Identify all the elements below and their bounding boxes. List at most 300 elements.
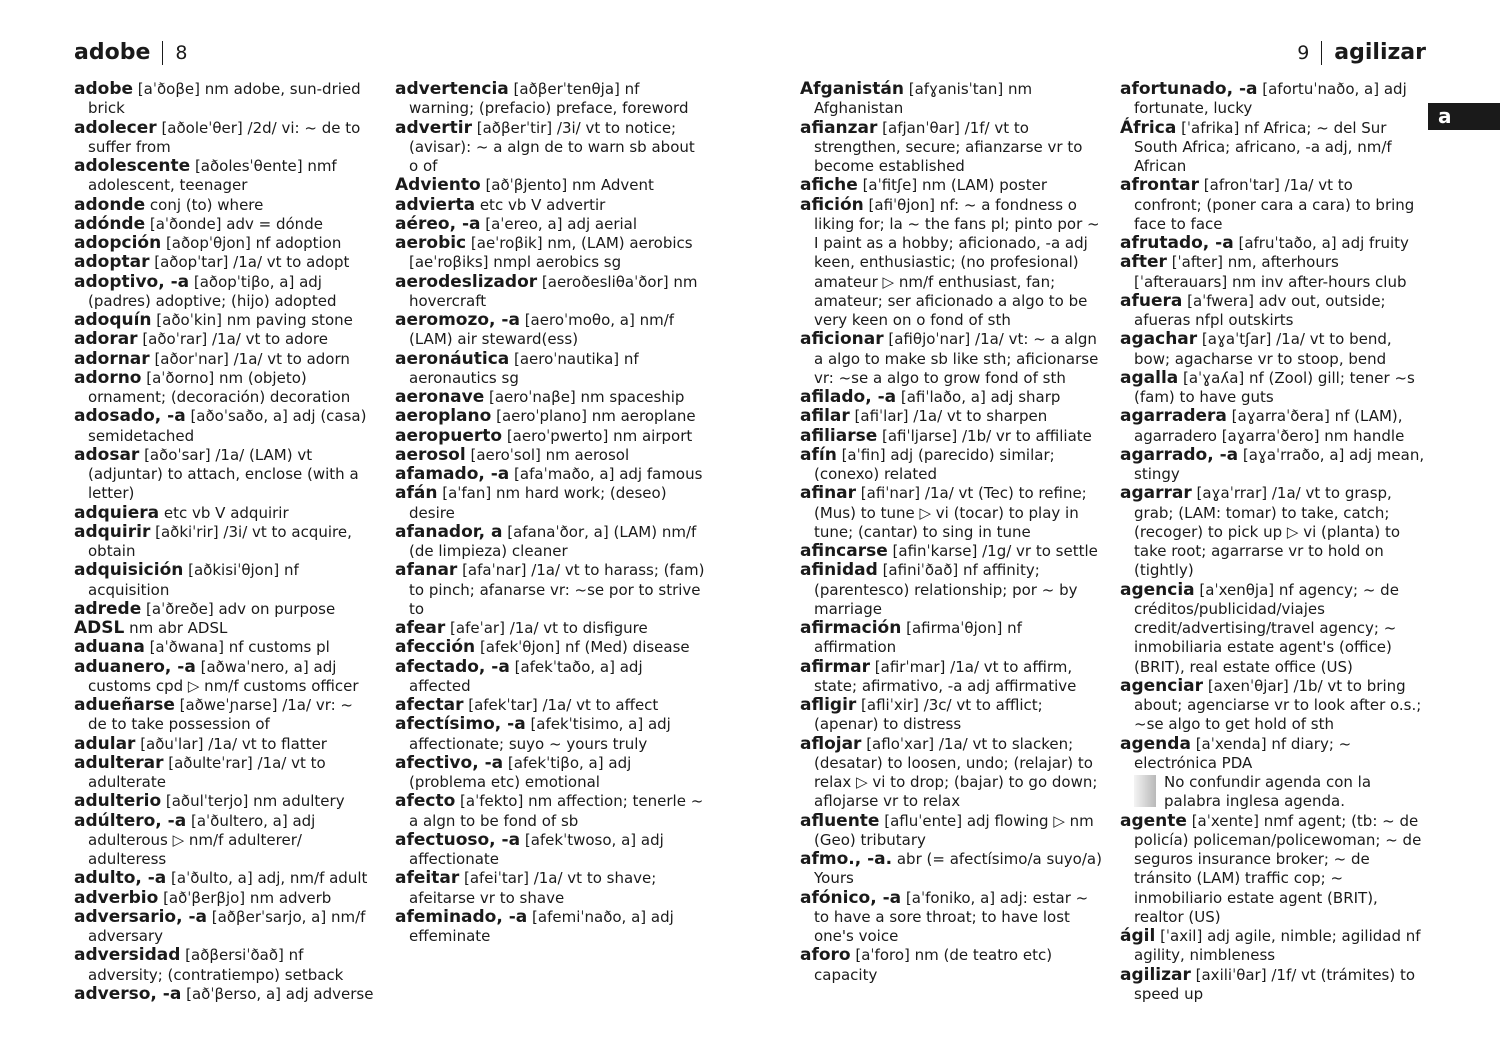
dictionary-entry — [74, 658, 374, 697]
entry-headword: adulto, -a — [74, 868, 167, 889]
entry-definition: [afiθjoˈnar] /1a/ vt: ~ a algn a algo to make sb like sth; aficionarse vr: ~se a algo to grow fond of sth — [814, 330, 1099, 387]
entry-definition: [aðkiˈrir] /3i/ vt to acquire, obtain — [88, 522, 352, 560]
usage-note-text: No confundir agenda con la palabra inglesa agenda. — [1164, 773, 1372, 811]
entry-headword: adónde — [74, 213, 146, 234]
dictionary-entry — [395, 465, 705, 484]
entry-definition: [aðkisiˈθjon] nf acquisition — [88, 561, 299, 599]
entry-definition: [afjanˈθar] /1f/ vt to strengthen, secure; afianzarse vr to become established — [814, 118, 1083, 175]
dictionary-entry — [800, 176, 1105, 195]
entry-headword: adversario, -a — [74, 906, 208, 927]
entry-definition: [aˈðreðe] adv on purpose — [141, 599, 336, 618]
entry-definition: abr (= afectísimo/a suyo/a) Yours — [814, 850, 1102, 888]
entry-headword: aforo — [800, 945, 851, 966]
entry-definition: [aˈfitʃe] nm (LAM) poster — [857, 176, 1048, 195]
entry-definition: [aˈðonde] adv = dónde — [145, 214, 323, 233]
dictionary-entry — [74, 869, 374, 888]
entry-headword: agarrar — [1120, 483, 1192, 504]
entry-definition: [aˈforo] nm (de teatro etc) capacity — [814, 946, 1053, 984]
dictionary-entry — [395, 215, 705, 234]
entry-definition: [afanaˈðor, a] (LAM) nm/f (de limpieza) cleaner — [409, 522, 697, 560]
thumb-index-tab: a — [1428, 103, 1500, 130]
entry-definition: [afaˈnar] /1a/ vt to harass; (fam) to pinch; afanarse vr: ~se por to strive to — [409, 561, 705, 618]
dictionary-entry — [74, 119, 374, 158]
dictionary-entry — [395, 80, 705, 119]
entry-definition: [afluˈente] adj flowing ▷ nm (Geo) tributary — [814, 811, 1094, 849]
dictionary-entry — [395, 638, 705, 657]
entry-definition: [ˈafter] nm, afterhours [ˈafterauars] nm inv after-hours club — [1134, 253, 1407, 291]
entry-definition: [afɣanisˈtan] nm Afghanistan — [814, 80, 1033, 118]
entry-headword: afectísimo, -a — [395, 714, 526, 735]
entry-headword: afear — [395, 618, 446, 638]
dictionary-entry — [800, 561, 1105, 619]
entry-headword: adulterar — [74, 752, 164, 773]
entry-headword: adosado, -a — [74, 406, 186, 427]
dictionary-entry — [74, 638, 374, 657]
entry-headword: afección — [395, 637, 476, 658]
entry-headword: advierta — [395, 194, 476, 215]
dictionary-entry — [800, 80, 1105, 119]
dictionary-entry — [74, 196, 374, 215]
entry-headword: agachar — [1120, 329, 1198, 350]
entry-headword: adopción — [74, 233, 162, 253]
entry-headword: afectivo, -a — [395, 752, 504, 773]
entry-headword: aeropuerto — [395, 425, 503, 446]
entry-headword: adolecer — [74, 117, 157, 138]
dictionary-entry — [1120, 677, 1425, 735]
entry-definition: etc vb V adquirir — [159, 503, 289, 522]
entry-definition: [aˈfan] nm hard work; (deseo) desire — [409, 484, 667, 522]
dictionary-entry — [74, 80, 374, 119]
entry-definition: [aeˈroβik] nm, (LAM) aerobics [aeˈroβiks] nmpl aerobics sg — [409, 234, 693, 272]
entry-headword: afanar — [395, 560, 458, 581]
dictionary-entry — [800, 330, 1105, 388]
dictionary-entry — [1120, 330, 1425, 369]
dictionary-entry — [800, 812, 1105, 851]
dictionary-entry — [395, 658, 705, 697]
entry-headword: adúltero, -a — [74, 810, 187, 831]
entry-definition: [afekˈtwoso, a] adj affectionate — [409, 830, 664, 868]
entry-definition: [aeroˈnaβe] nm spaceship — [484, 388, 685, 406]
dictionary-entry — [395, 696, 705, 715]
entry-headword: aerosol — [395, 444, 466, 465]
dictionary-entry — [74, 504, 374, 523]
entry-headword: advertir — [395, 117, 472, 138]
entry-headword: adrede — [74, 598, 142, 619]
entry-headword: adosar — [74, 444, 140, 465]
dictionary-entry — [800, 446, 1105, 485]
page-number-left: 8 — [175, 41, 188, 64]
entry-headword: Adviento — [395, 175, 481, 196]
dictionary-entry — [1120, 927, 1425, 966]
entry-definition: [aðwaˈnero, a] adj customs cpd ▷ nm/f customs officer — [88, 657, 359, 695]
entry-definition: [aðweˈɲarse] /1a/ vr: ~ de to take possession of — [88, 696, 353, 734]
dictionary-entry — [395, 523, 705, 562]
dictionary-entry — [1120, 292, 1425, 331]
entry-definition: conj (to) where — [145, 195, 264, 214]
entry-headword: afanador, a — [395, 521, 503, 542]
entry-headword: adquiera — [74, 502, 160, 523]
dictionary-entry — [395, 234, 705, 273]
dictionary-entry — [74, 696, 374, 735]
column-3 — [800, 80, 1105, 985]
entry-headword: adquirir — [74, 521, 151, 542]
entry-headword: afeitar — [395, 868, 460, 889]
running-head-left — [74, 40, 187, 65]
entry-headword: afrontar — [1120, 175, 1200, 196]
entry-headword: afianzar — [800, 117, 878, 138]
entry-headword: afligir — [800, 695, 857, 715]
entry-headword: agalla — [1120, 367, 1179, 388]
entry-headword: afiche — [800, 175, 858, 196]
entry-definition: [aðβersiˈðað] nf adversity; (contratiempo) setback — [88, 946, 344, 984]
entry-definition: [ˈaxil] adj agile, nimble; agilidad nf agility, nimbleness — [1134, 927, 1421, 965]
entry-headword: adular — [74, 733, 136, 754]
entry-definition: [aˈðoβe] nm adobe, sun-dried brick — [88, 80, 361, 118]
entry-headword: África — [1120, 117, 1177, 138]
entry-definition: [aˈereo, a] adj aerial — [480, 214, 638, 233]
entry-definition: [afaˈmaðo, a] adj famous — [509, 465, 703, 483]
dictionary-entry — [74, 600, 374, 619]
column-1 — [74, 80, 374, 1004]
dictionary-entry — [395, 831, 705, 870]
entry-definition: [axenˈθjar] /1b/ vt to bring about; agenciarse vr to look after o.s.; ~se algo to get hold of sth — [1134, 676, 1422, 734]
entry-headword: aduanero, -a — [74, 656, 196, 677]
entry-definition: [aðopˈtiβo, a] adj (padres) adoptive; (hijo) adopted — [88, 272, 337, 310]
entry-definition: [aeroˈmoθo, a] nm/f (LAM) air steward(ess) — [409, 311, 675, 349]
entry-definition: [afliˈxir] /3c/ vt to afflict; (apenar) to distress — [814, 696, 1043, 734]
dictionary-entry — [395, 119, 705, 177]
dictionary-entry — [395, 273, 705, 312]
dictionary-entry — [800, 696, 1105, 735]
entry-headword: afinar — [800, 483, 857, 504]
entry-headword: adquisición — [74, 560, 184, 581]
dictionary-entry — [395, 196, 705, 215]
entry-headword: adornar — [74, 348, 150, 369]
entry-definition: [aeroˈplano] nm aeroplane — [491, 407, 696, 426]
dictionary-entry — [1120, 966, 1425, 1005]
entry-definition: [afeiˈtar] /1a/ vt to shave; afeitarse vr to shave — [409, 869, 657, 907]
entry-headword: aflojar — [800, 733, 862, 754]
dictionary-entry — [1120, 581, 1425, 677]
dictionary-entry — [1120, 407, 1425, 446]
entry-headword: afirmar — [800, 656, 871, 677]
entry-headword: agenda — [1120, 733, 1191, 754]
dictionary-entry — [395, 388, 705, 407]
dictionary-entry — [800, 735, 1105, 812]
entry-headword: adoquín — [74, 310, 152, 330]
entry-definition: [afiˈlaðo, a] adj sharp — [896, 388, 1061, 406]
entry-definition: [aˈɣaʎa] nf (Zool) gill; tener ~s (fam) to have guts — [1134, 368, 1415, 406]
entry-definition: [afirmaˈθjon] nf affirmation — [814, 619, 1022, 657]
dictionary-entry — [800, 407, 1105, 426]
entry-headword: afmo., -a. — [800, 849, 893, 869]
entry-headword: agenciar — [1120, 675, 1204, 696]
note-marker-icon — [1134, 775, 1156, 807]
dictionary-entry — [74, 350, 374, 369]
dictionary-entry — [800, 196, 1105, 331]
column-4 — [1120, 80, 1425, 1004]
entry-headword: adorar — [74, 329, 138, 350]
entry-definition: [aðoˈkin] nm paving stone — [151, 311, 353, 329]
entry-headword: afeminado, -a — [395, 906, 528, 927]
dictionary-entry — [800, 889, 1105, 947]
entry-headword: aeromozo, -a — [395, 310, 520, 330]
entry-definition: [aˈðorno] nm (objeto) ornament; (decoración) decoration — [88, 368, 351, 406]
dictionary-entry — [800, 542, 1105, 561]
entry-definition: [aˈxente] nmf agent; (tb: ~ de policía) policeman/policewoman; ~ de seguros insurance broker; ~ de tránsito (LAM) traffic cop; ~ inmobiliario estate agent (BRIT), realtor (US) — [1134, 811, 1422, 926]
entry-definition: [aˈðultero, a] adj adulterous ▷ nm/f adulterer/ adulteress — [88, 811, 316, 868]
entry-headword: afectar — [395, 695, 464, 715]
entry-headword: adonde — [74, 194, 146, 215]
entry-headword: aéreo, -a — [395, 213, 481, 234]
entry-headword: adverbio — [74, 887, 159, 908]
entry-headword: afán — [395, 483, 438, 504]
usage-note — [1134, 773, 1425, 812]
entry-definition: [aɣaˈtʃar] /1a/ vt to bend, bow; agacharse vr to stoop, bend — [1134, 330, 1392, 368]
entry-definition: [afruˈtaðo, a] adj fruity — [1233, 234, 1409, 252]
entry-definition: [aðulˈterjo] nm adultery — [161, 792, 345, 811]
entry-headword: ADSL — [74, 618, 125, 638]
dictionary-entry — [395, 619, 705, 638]
entry-definition: [afiˈnar] /1a/ vt (Tec) to refine; (Mus) to tune ▷ vi (tocar) to play in tune; (cantar) to sing in tune — [814, 484, 1087, 541]
entry-headword: agencia — [1120, 579, 1195, 600]
entry-definition: nm abr ADSL — [124, 619, 228, 637]
dictionary-entry — [1120, 234, 1425, 253]
dictionary-entry — [395, 407, 705, 426]
entry-definition: [afortuˈnaðo, a] adj fortunate, lucky — [1134, 80, 1407, 118]
column-2 — [395, 80, 705, 946]
dictionary-entry — [74, 273, 374, 312]
entry-headword: aerodeslizador — [395, 271, 538, 292]
dictionary-entry — [800, 850, 1105, 889]
entry-definition: [aðulteˈrar] /1a/ vt to adulterate — [88, 753, 326, 791]
entry-definition: [aˈfin] adj (parecido) similar; (conexo) related — [814, 445, 1055, 483]
entry-definition: [aeroˈpwerto] nm airport — [502, 426, 693, 445]
dictionary-entry — [800, 946, 1105, 985]
entry-definition: [afiniˈðað] nf affinity; (parentesco) relationship; por ~ by marriage — [814, 561, 1078, 618]
dictionary-entry — [1120, 735, 1425, 774]
dictionary-entry — [395, 484, 705, 523]
entry-definition: [aðβerˈsarjo, a] nm/f adversary — [88, 907, 366, 945]
dictionary-entry — [74, 812, 374, 870]
dictionary-entry — [74, 561, 374, 600]
entry-definition: [aˈxenθja] nf agency; ~ de créditos/publicidad/viajes credit/advertising/travel agency; ~ inmobiliaria estate agent's (office) (BRIT), real estate office (US) — [1134, 580, 1399, 676]
dictionary-entry — [74, 330, 374, 349]
dictionary-entry — [800, 619, 1105, 658]
dictionary-entry — [395, 446, 705, 465]
entry-headword: afinidad — [800, 560, 878, 581]
entry-headword: afónico, -a — [800, 887, 902, 908]
running-head-right — [1297, 40, 1426, 65]
entry-definition: [aeroˈsol] nm aerosol — [465, 445, 630, 464]
entry-headword: ágil — [1120, 926, 1156, 946]
guide-word-left: adobe — [74, 40, 151, 65]
entry-definition: [afronˈtar] /1a/ vt to confront; (poner cara a cara) to bring face to face — [1134, 176, 1415, 233]
entry-definition: [aˈxenda] nf diary; ~ electrónica PDA — [1134, 734, 1352, 772]
entry-headword: afecto — [395, 791, 456, 812]
dictionary-entry — [800, 658, 1105, 697]
page-number-right: 9 — [1297, 41, 1310, 64]
entry-headword: afiliarse — [800, 425, 878, 446]
dictionary-entry — [74, 889, 374, 908]
entry-definition: [afinˈkarse] /1g/ vr to settle — [887, 542, 1098, 560]
entry-headword: adolescente — [74, 156, 191, 176]
dictionary-entry — [395, 869, 705, 908]
entry-headword: adorno — [74, 367, 142, 388]
entry-definition: [aðolesˈθente] nmf adolescent, teenager — [88, 157, 337, 195]
entry-definition: [aðoleˈθer] /2d/ vi: ~ de to suffer from — [88, 118, 361, 156]
entry-headword: afincarse — [800, 541, 888, 561]
entry-headword: agarrado, -a — [1120, 444, 1239, 465]
dictionary-entry — [74, 234, 374, 253]
entry-definition: [afekˈtisimo, a] adj affectionate; suyo ~ yours truly — [409, 715, 671, 753]
dictionary-entry — [800, 119, 1105, 177]
header-divider — [1321, 41, 1322, 65]
entry-headword: afuera — [1120, 290, 1183, 311]
entry-definition: [afekˈtiβo, a] adj (problema etc) emotional — [409, 753, 632, 791]
entry-headword: adoptivo, -a — [74, 271, 190, 292]
entry-headword: afrutado, -a — [1120, 233, 1234, 253]
dictionary-entry — [395, 792, 705, 831]
entry-definition: [axiliˈθar] /1f/ vt (trámites) to speed up — [1134, 965, 1416, 1003]
entry-definition: [aˈfekto] nm affection; tenerle ~ a algn to be fond of sb — [409, 792, 704, 830]
dictionary-entry — [1120, 176, 1425, 234]
entry-headword: afilar — [800, 406, 850, 427]
entry-definition: [aðˈβerso, a] adj adverse — [181, 984, 374, 1003]
entry-headword: afirmación — [800, 618, 902, 638]
dictionary-entry — [395, 754, 705, 793]
header-divider — [162, 41, 163, 65]
entry-definition: [aðopˈtar] /1a/ vt to adopt — [149, 253, 350, 272]
entry-definition: [afiˈljarse] /1b/ vr to affiliate — [877, 426, 1092, 445]
entry-definition: [ˈafrika] nf Africa; ~ del Sur South Africa; africano, -a adj, nm/f African — [1134, 118, 1392, 175]
entry-definition: [aˈfwera] adv out, outside; afueras nfpl outskirts — [1134, 291, 1386, 329]
entry-headword: afectado, -a — [395, 656, 510, 677]
entry-definition: [aɣarraˈðera] nf (LAM), agarradero [aɣarraˈðero] nm handle — [1134, 407, 1405, 445]
entry-definition: [aeroðesliθaˈðor] nm hovercraft — [409, 272, 698, 310]
entry-definition: [afirˈmar] /1a/ vt to affirm, state; afirmativo, -a adj affirmative — [814, 657, 1077, 695]
entry-definition: [aðopˈθjon] nf adoption — [161, 234, 342, 252]
entry-headword: afortunado, -a — [1120, 79, 1258, 99]
dictionary-entry — [74, 369, 374, 408]
dictionary-entry — [395, 715, 705, 754]
dictionary-entry — [74, 946, 374, 985]
entry-headword: advertencia — [395, 79, 509, 99]
entry-headword: adobe — [74, 79, 134, 99]
dictionary-entry — [74, 735, 374, 754]
dictionary-entry — [800, 427, 1105, 446]
guide-word-right: agilizar — [1334, 40, 1426, 65]
entry-headword: aduana — [74, 637, 145, 658]
dictionary-entry — [74, 407, 374, 446]
entry-headword: adueñarse — [74, 695, 175, 715]
dictionary-entry — [1120, 253, 1425, 292]
entry-headword: adversidad — [74, 945, 181, 966]
entry-definition: [afekˈtar] /1a/ vt to affect — [463, 696, 659, 714]
entry-headword: aeronáutica — [395, 348, 510, 369]
entry-definition: [aðoˈrar] /1a/ vt to adore — [137, 330, 328, 349]
entry-definition: [aðuˈlar] /1a/ vt to flatter — [135, 734, 327, 753]
dictionary-entry — [1120, 80, 1425, 119]
dictionary-entry — [74, 754, 374, 793]
dictionary-entry — [74, 985, 374, 1004]
entry-definition: [aeroˈnautika] nf aeronautics sg — [409, 349, 639, 387]
dictionary-entry — [74, 523, 374, 562]
entry-definition: [aðβerˈtir] /3i/ vt to notice; (avisar): ~ a algn de to warn sb about o of — [409, 118, 695, 175]
entry-definition: [afekˈθjon] nf (Med) disease — [475, 638, 690, 657]
entry-definition: etc vb V advertir — [475, 195, 606, 214]
dictionary-entry — [395, 908, 705, 947]
dictionary-entry — [395, 311, 705, 350]
entry-definition: [aðˈβerβjo] nm adverb — [158, 888, 332, 907]
entry-definition: [afemiˈnaðo, a] adj effeminate — [409, 907, 674, 945]
entry-definition: [afloˈxar] /1a/ vt to slacken; (desatar) to loosen, undo; (relajar) to relax ▷ vi to drop; (bajar) to go down; aflojarse vr to relax — [814, 734, 1098, 811]
entry-headword: adulterio — [74, 791, 162, 812]
dictionary-entry — [1120, 446, 1425, 485]
dictionary-entry — [1120, 119, 1425, 177]
entry-definition: [afiˈlar] /1a/ vt to sharpen — [849, 407, 1048, 426]
entry-headword: afectuoso, -a — [395, 829, 521, 850]
dictionary-entry — [1120, 484, 1425, 580]
dictionary-entry — [800, 484, 1105, 542]
entry-definition: [aˈfoniko, a] adj: estar ~ to have a sore throat; to have lost one's voice — [814, 888, 1089, 945]
dictionary-entry — [1120, 369, 1425, 408]
entry-headword: aerobic — [395, 233, 467, 253]
entry-headword: agente — [1120, 810, 1187, 831]
dictionary-entry — [395, 350, 705, 389]
entry-definition: [aðˈβjento] nm Advent — [480, 176, 654, 195]
entry-headword: aeroplano — [395, 406, 492, 427]
entry-headword: after — [1120, 252, 1167, 273]
dictionary-entry — [395, 561, 705, 619]
entry-headword: afamado, -a — [395, 464, 510, 484]
entry-definition: [aðoˈsaðo, a] adj (casa) semidetached — [88, 407, 367, 445]
entry-definition: [aɣaˈrraðo, a] adj mean, stingy — [1134, 445, 1425, 483]
entry-definition: [afiˈθjon] nf: ~ a fondness o liking for; la ~ the fans pl; pinto por ~ I paint as a hobby; aficionado, -a adj keen, enthusiastic; (no profesional) amateur ▷ nm/f enthusiast, fan; amateur; ser aficionado a algo to be very keen on o fond of sth — [814, 195, 1100, 329]
entry-definition: [aðoˈsar] /1a/ (LAM) vt (adjuntar) to attach, enclose (with a letter) — [88, 445, 359, 503]
dictionary-entry — [74, 446, 374, 504]
entry-definition: [aɣaˈrrar] /1a/ vt to grasp, grab; (LAM: tomar) to take, catch; (recoger) to pick up ▷ vi (planta) to take root; agarrarse vr to hold on (tightly) — [1134, 484, 1401, 580]
entry-headword: agilizar — [1120, 964, 1191, 985]
dictionary-entry — [74, 792, 374, 811]
dictionary-entry — [800, 388, 1105, 407]
entry-definition: [aðorˈnar] /1a/ vt to adorn — [149, 349, 350, 368]
entry-headword: adverso, -a — [74, 983, 182, 1004]
entry-headword: adoptar — [74, 252, 150, 273]
entry-headword: afición — [800, 194, 864, 215]
entry-headword: aeronave — [395, 387, 485, 407]
dictionary-entry — [74, 311, 374, 330]
dictionary-entry — [74, 619, 374, 638]
dictionary-entry — [74, 253, 374, 272]
entry-definition: [aðβerˈtenθja] nf warning; (prefacio) preface, foreword — [409, 80, 689, 118]
entry-headword: afín — [800, 444, 837, 465]
entry-definition: [afeˈar] /1a/ vt to disfigure — [445, 619, 648, 637]
dictionary-entry — [74, 908, 374, 947]
entry-headword: Afganistán — [800, 79, 904, 99]
entry-definition: [aˈðulto, a] adj, nm/f adult — [166, 869, 368, 888]
dictionary-entry — [1120, 812, 1425, 928]
entry-definition: [aˈðwana] nf customs pl — [144, 638, 330, 657]
entry-headword: agarradera — [1120, 406, 1227, 427]
entry-headword: aficionar — [800, 329, 884, 350]
entry-headword: afluente — [800, 810, 880, 831]
entry-definition: [afekˈtaðo, a] adj affected — [409, 657, 643, 695]
dictionary-entry — [395, 427, 705, 446]
dictionary-entry — [74, 157, 374, 196]
dictionary-entry — [74, 215, 374, 234]
entry-headword: afilado, -a — [800, 387, 897, 407]
